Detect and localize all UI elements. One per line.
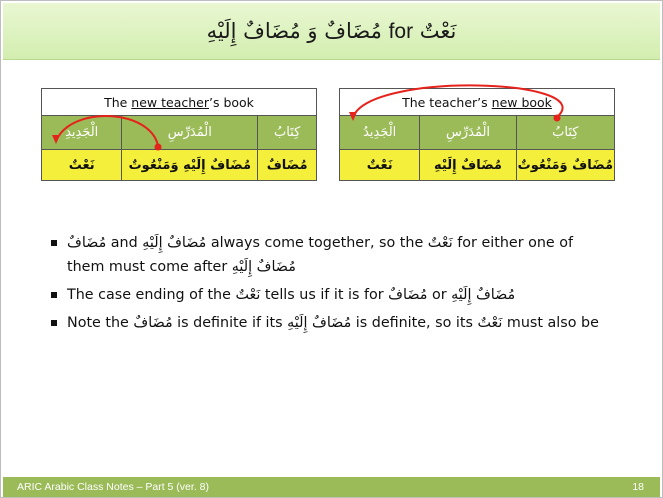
right-role-mudaf-ilayh: مُضَافٌ إِلَيْهِ [420,150,516,181]
title-arabic-2: مُضَافٌ وَ مُضَافٌ إِلَيْهِ [206,18,382,43]
right-word-teacher: الْمُدَرِّسِ [420,116,516,150]
right-arrow-path [353,85,563,117]
left-arrow-start-dot [155,144,162,151]
left-role-naat: نَعْتٌ [42,150,122,181]
right-arrow-head [349,112,357,121]
right-role-naat: نَعْتٌ [340,150,420,181]
left-role-mudaf: مُضَافٌ [258,150,317,181]
bullet-1: مُضَافٌ and مُضَافٌ إِلَيْهِ always come together, so the نَعْتٌ for either one of them must come after مُضَافٌ إِلَيْهِ [51,231,611,279]
right-word-adjective: الْجَدِيدُ [340,116,420,150]
title-for: for [388,19,414,43]
left-arrow-head [52,135,60,144]
bullet-3: Note the مُضَافٌ is definite if its مُضَافٌ إِلَيْهِ is definite, so its نَعْتٌ must also be [51,311,611,335]
right-role-mudaf-manut: مُضَافٌ وَمَنْعُوتٌ [516,150,614,181]
right-word-book: كِتَابُ [516,116,614,150]
footer-bar [3,477,660,497]
bullet-2: The case ending of the نَعْتٌ tells us if it is for مُضَافٌ or مُضَافٌ إِلَيْهِ [51,283,611,307]
left-role-mudaf-ilayh: مُضَافٌ إِلَيْهِ وَمَنْعُوتٌ [122,150,258,181]
left-word-adjective: الْجَدِيدِ [42,116,122,150]
left-word-teacher: الْمُدَرِّسِ [122,116,258,150]
right-arrow-start-dot [554,115,561,122]
left-table-caption: The new teacher’s book [42,89,317,116]
footer-title: ARIC Arabic Class Notes – Part 5 (ver. 8) [17,481,209,493]
title-arabic-1: نَعْتٌ [419,18,457,43]
left-word-book: كِتَابُ [258,116,317,150]
slide-number: 18 [632,481,644,493]
bullet-list [51,231,611,339]
right-table-caption: The teacher’s new book [340,89,615,116]
left-arrow-path [56,116,158,146]
